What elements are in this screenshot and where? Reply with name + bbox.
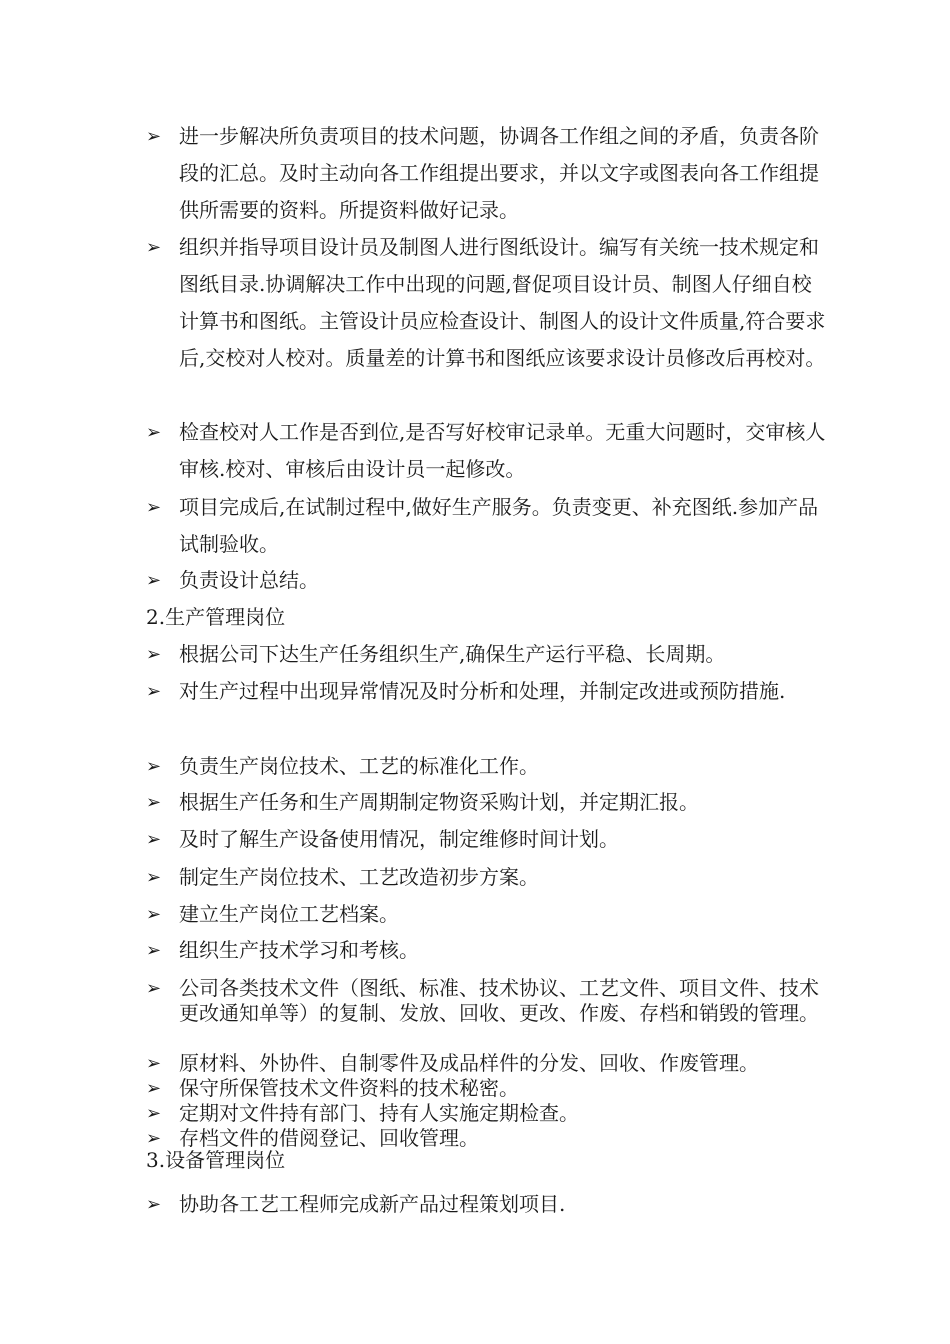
arrow-bullet-icon: ➢ [146,126,162,147]
list-item [146,414,826,488]
list-item [146,229,826,377]
list-item-text: 存档文件的借阅登记、回收管理。 [179,1126,479,1150]
arrow-bullet-icon: ➢ [146,1053,162,1074]
list-item-text: 协助各工艺工程师完成新产品过程策划项目. [179,1192,566,1216]
list-item [146,118,826,229]
arrow-bullet-icon: ➢ [146,792,162,813]
list-item [146,673,826,710]
list-item-text: 及时了解生产设备使用情况，制定维修时间计划。 [179,827,619,851]
list-item [146,1076,826,1101]
list-item-text: 负责设计总结。 [179,568,319,592]
list-item [146,784,826,821]
arrow-bullet-icon: ➢ [146,497,162,518]
arrow-bullet-icon: ➢ [146,237,162,258]
list-item [146,859,826,896]
arrow-bullet-icon: ➢ [146,644,162,665]
list-item-text: 项目完成后,在试制过程中,做好生产服务。负责变更、补充图纸.参加产品试制验收。 [179,495,819,556]
section-heading: 3.设备管理岗位 [146,1148,286,1172]
arrow-bullet-icon: ➢ [146,1128,162,1149]
list-item-text: 根据公司下达生产任务组织生产,确保生产运行平稳、长周期。 [179,642,726,666]
list-item-text: 进一步解决所负责项目的技术问题，协调各工作组之间的矛盾，负责各阶段的汇总。及时主动向各工作组提出要求，并以文字或图表向各工作组提供所需要的资料。所提资料做好记录。 [179,124,819,222]
list-item-text: 建立生产岗位工艺档案。 [179,902,399,926]
list-item-text: 组织生产技术学习和考核。 [179,938,419,962]
list-item [146,896,826,933]
list-item-text: 原材料、外协件、自制零件及成品样件的分发、回收、作废管理。 [179,1051,759,1075]
list-item [146,821,826,858]
arrow-bullet-icon: ➢ [146,867,162,888]
arrow-bullet-icon: ➢ [146,940,162,961]
list-item-text: 对生产过程中出现异常情况及时分析和处理，并制定改进或预防措施. [179,679,786,703]
list-item [146,976,826,1026]
arrow-bullet-icon: ➢ [146,904,162,925]
list-item [146,489,826,563]
list-item [146,1051,826,1076]
list-item-text: 负责生产岗位技术、工艺的标准化工作。 [179,754,539,778]
arrow-bullet-icon: ➢ [146,1103,162,1124]
list-item-text: 检查校对人工作是否到位,是否写好校审记录单。无重大问题时，交审核人审核.校对、审核后由设计员一起修改。 [179,420,826,481]
list-item-text: 制定生产岗位技术、工艺改造初步方案。 [179,865,539,889]
list-item [146,1101,826,1126]
arrow-bullet-icon: ➢ [146,570,162,591]
list-item-text: 公司各类技术文件（图纸、标准、技术协议、工艺文件、项目文件、技术更改通知单等）的复制、发放、回收、更改、作废、存档和销毁的管理。 [179,976,819,1025]
list-item [146,562,826,599]
arrow-bullet-icon: ➢ [146,756,162,777]
list-item [146,748,826,785]
arrow-bullet-icon: ➢ [146,978,162,999]
list-item-text: 定期对文件持有部门、持有人实施定期检查。 [179,1101,579,1125]
list-item [146,636,826,673]
list-item-text: 保守所保管技术文件资料的技术秘密。 [179,1076,519,1100]
list-item [146,932,826,969]
list-item-text: 组织并指导项目设计员及制图人进行图纸设计。编写有关统一技术规定和图纸目录.协调解决工作中出现的问题,督促项目设计员、制图人仔细自校计算书和图纸。主管设计员应检查设计、制图人的设计文件质量,符合要求后,交校对人校对。质量差的计算书和图纸应该要求设计员修改后再校对。 [179,235,826,370]
arrow-bullet-icon: ➢ [146,829,162,850]
arrow-bullet-icon: ➢ [146,1078,162,1099]
arrow-bullet-icon: ➢ [146,681,162,702]
arrow-bullet-icon: ➢ [146,1194,162,1215]
list-item-text: 根据生产任务和生产周期制定物资采购计划，并定期汇报。 [179,790,699,814]
arrow-bullet-icon: ➢ [146,422,162,443]
list-item [146,1186,826,1223]
section-heading: 2.生产管理岗位 [146,605,286,629]
